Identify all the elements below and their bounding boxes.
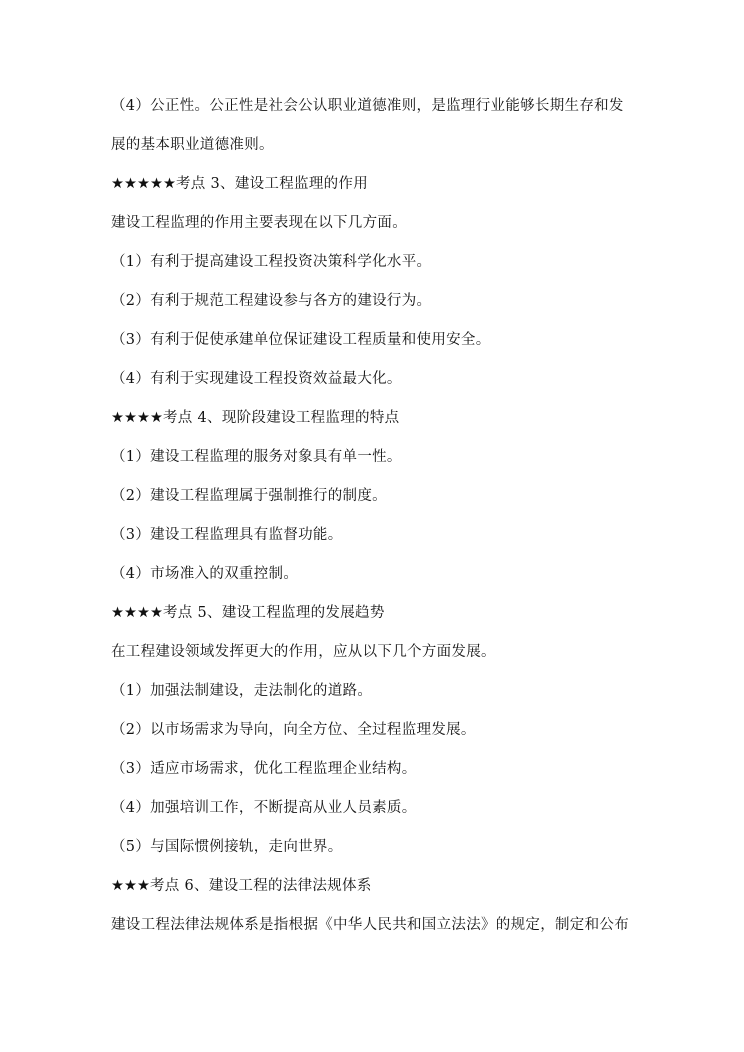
list-item: （2）有利于规范工程建设参与各方的建设行为。 (111, 293, 432, 309)
section-heading-text: 考点 5、建设工程监理的发展趋势 (163, 605, 385, 621)
importance-stars: ★★★★ (111, 410, 163, 426)
list-item: （2）建设工程监理属于强制推行的制度。 (111, 488, 387, 504)
section-heading (111, 408, 651, 428)
list-item: （1）有利于提高建设工程投资决策科学化水平。 (111, 254, 432, 270)
paragraph-line: 在工程建设领域发挥更大的作用，应从以下几个方面发展。 (111, 644, 496, 660)
paragraph-line: 建设工程法律法规体系是指根据《中华人民共和国立法法》的规定，制定和公布 (111, 917, 629, 933)
section-heading-text: 考点 4、现阶段建设工程监理的特点 (163, 410, 400, 426)
importance-stars: ★★★★ (111, 605, 163, 621)
list-item: （4）加强培训工作，不断提高从业人员素质。 (111, 800, 417, 816)
importance-stars: ★★★★★ (111, 176, 176, 192)
paragraph-line: （4）公正性。公正性是社会公认职业道德准则，是监理行业能够长期生存和发 (111, 98, 624, 114)
list-item: （3）有利于促使承建单位保证建设工程质量和使用安全。 (111, 332, 491, 348)
list-item: （5）与国际惯例接轨，走向世界。 (111, 839, 343, 855)
section-heading (111, 603, 651, 623)
section-heading (111, 876, 651, 896)
list-item: （1）加强法制建设，走法制化的道路。 (111, 683, 373, 699)
list-item: （3）适应市场需求，优化工程监理企业结构。 (111, 761, 417, 777)
importance-stars: ★★★ (111, 878, 150, 894)
list-item: （4）有利于实现建设工程投资效益最大化。 (111, 371, 402, 387)
list-item: （4）市场准入的双重控制。 (111, 566, 299, 582)
list-item: （3）建设工程监理具有监督功能。 (111, 527, 343, 543)
list-item: （2）以市场需求为导向，向全方位、全过程监理发展。 (111, 722, 476, 738)
section-heading (111, 174, 651, 194)
section-heading-text: 考点 3、建设工程监理的作用 (176, 176, 369, 192)
list-item: （1）建设工程监理的服务对象具有单一性。 (111, 449, 402, 465)
section-heading-text: 考点 6、建设工程的法律法规体系 (150, 878, 372, 894)
paragraph-line: 建设工程监理的作用主要表现在以下几方面。 (111, 215, 407, 231)
paragraph-line: 展的基本职业道德准则。 (111, 137, 274, 153)
